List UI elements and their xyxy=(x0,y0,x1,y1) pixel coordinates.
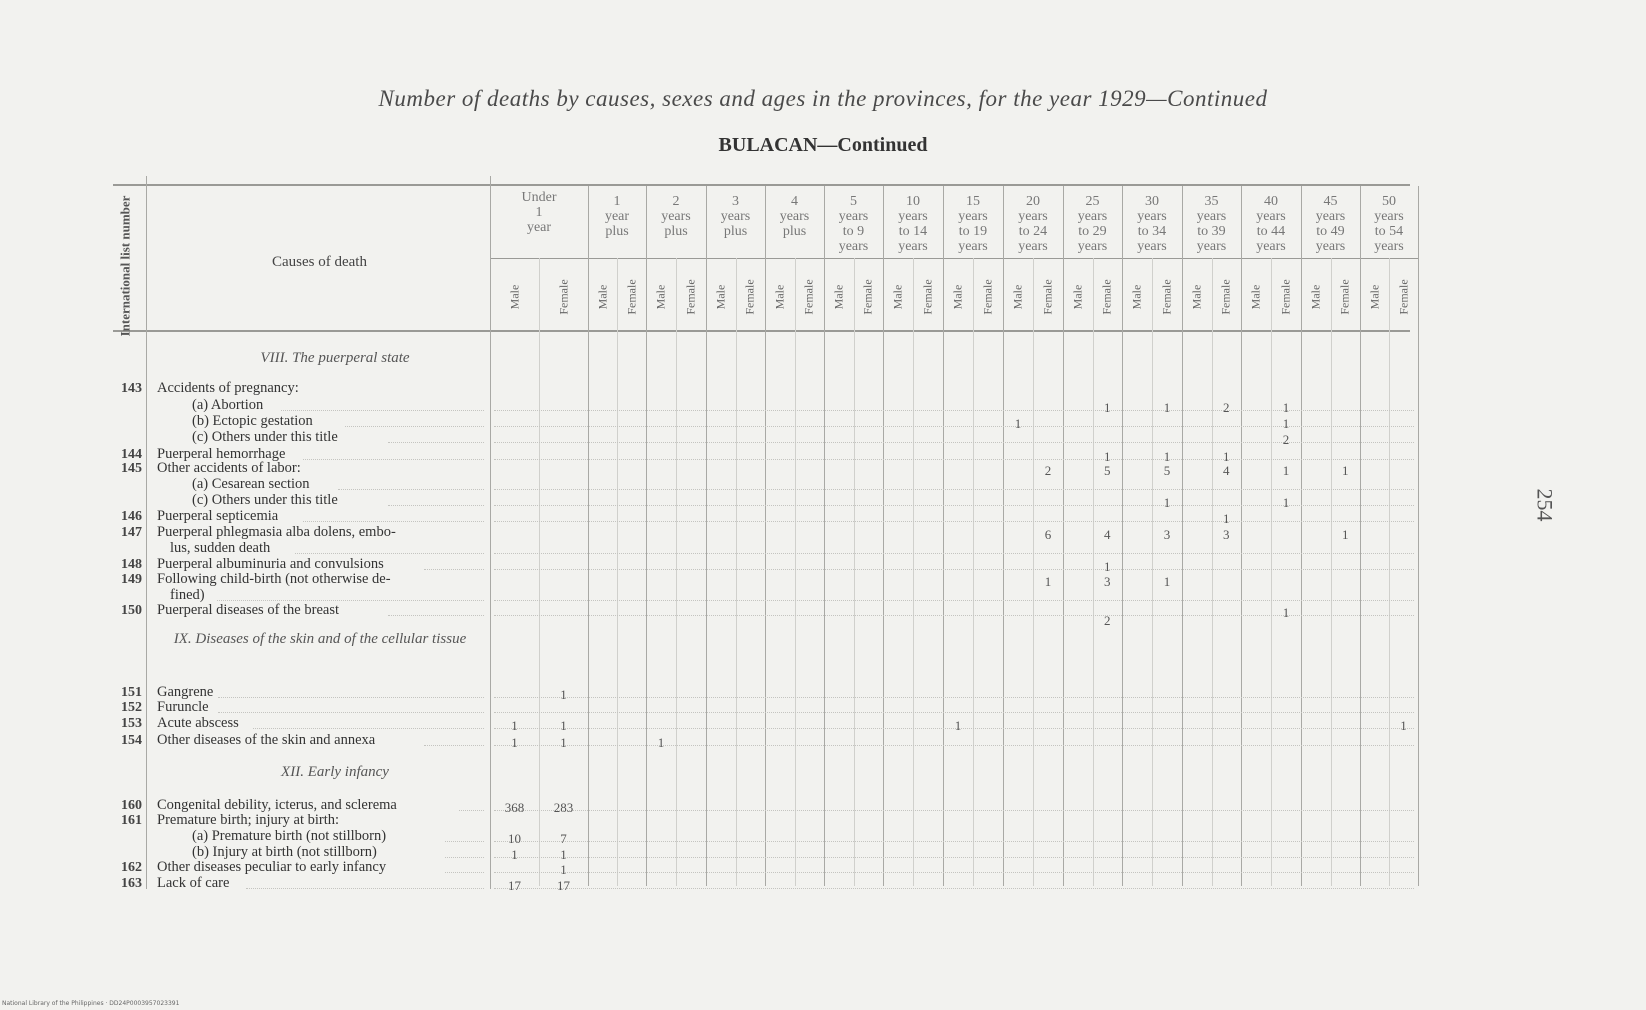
row-dots xyxy=(494,841,1414,842)
row-dots xyxy=(494,521,1414,522)
data-cell: 1 xyxy=(1223,449,1230,464)
female-header xyxy=(1213,262,1239,332)
male-header xyxy=(590,262,616,332)
row-dots xyxy=(494,697,1414,698)
leader-dots xyxy=(253,728,484,729)
female-header-text: Female xyxy=(1099,279,1114,315)
age-group-header: 1 year plus xyxy=(604,194,630,239)
row-dots xyxy=(494,810,1414,811)
data-cell: 17 xyxy=(508,878,521,893)
leader-dots xyxy=(218,697,484,698)
row-dots xyxy=(494,459,1414,460)
sex-col-rule xyxy=(1271,258,1272,886)
leader-dots xyxy=(345,426,484,427)
female-header-text: Female xyxy=(683,279,698,315)
cause-label: fined) xyxy=(170,587,205,603)
data-cell: 4 xyxy=(1104,527,1111,542)
section-heading: XII. Early infancy xyxy=(281,764,389,780)
row-number: 152 xyxy=(121,700,142,715)
data-cell: 1 xyxy=(1104,400,1111,415)
row-number: 151 xyxy=(121,685,142,700)
causes-col-rule xyxy=(490,176,491,889)
age-subheader-rule xyxy=(490,258,1418,259)
sex-col-rule xyxy=(1212,258,1213,886)
data-cell: 2 xyxy=(1282,432,1290,447)
cause-label: (b) Injury at birth (not stillborn) xyxy=(192,844,377,860)
cause-label: (c) Others under this title xyxy=(192,429,338,445)
leader-dots xyxy=(388,615,484,616)
data-cell: 2 xyxy=(1104,613,1111,628)
sex-col-rule xyxy=(795,258,796,886)
female-header-text: Female xyxy=(1278,279,1293,315)
data-cell: 17 xyxy=(557,878,570,893)
row-dots xyxy=(494,553,1414,554)
cause-label: Following child-birth (not otherwise de- xyxy=(157,571,391,587)
cause-label: Gangrene xyxy=(157,684,214,700)
sex-col-rule xyxy=(1331,258,1332,886)
sex-col-rule xyxy=(1152,258,1153,886)
data-cell: 1 xyxy=(560,718,567,733)
female-header-text: Female xyxy=(1040,279,1055,315)
female-header xyxy=(796,262,822,332)
leader-dots xyxy=(217,600,484,601)
row-number: 163 xyxy=(121,876,142,891)
male-header-text: Male xyxy=(1010,284,1025,310)
row-dots xyxy=(494,888,1414,889)
cause-label: Congenital debility, icterus, and sclerema xyxy=(157,797,397,813)
cause-label: Other accidents of labor: xyxy=(157,460,301,476)
age-group-header: Under 1 year xyxy=(521,190,557,235)
male-header xyxy=(1065,262,1091,332)
age-group-header: 3 years plus xyxy=(720,194,751,239)
male-header xyxy=(767,262,793,332)
cause-label: Puerperal diseases of the breast xyxy=(157,602,339,618)
data-cell: 1 xyxy=(1282,495,1290,510)
data-cell: 1 xyxy=(1400,718,1407,733)
row-number: 147 xyxy=(121,525,142,540)
female-header xyxy=(737,262,763,332)
cause-label: Acute abscess xyxy=(157,715,239,731)
leader-dots xyxy=(303,521,484,522)
male-header-text: Male xyxy=(1367,284,1381,310)
female-header-text: Female xyxy=(624,279,638,315)
cause-label: (b) Ectopic gestation xyxy=(192,413,313,429)
causes-header: Causes of death xyxy=(272,254,367,270)
data-cell: 283 xyxy=(553,800,574,815)
data-cell: 1 xyxy=(1104,449,1111,464)
row-number: 145 xyxy=(121,461,142,476)
row-number: 148 xyxy=(121,557,142,572)
row-dots xyxy=(494,857,1414,858)
footer-credit: National Library of the Philippines · DD24P0003957023391 xyxy=(2,1000,180,1007)
leader-dots xyxy=(388,442,484,443)
data-cell: 1 xyxy=(1223,511,1230,526)
sex-col-rule xyxy=(1389,258,1390,886)
row-number: 146 xyxy=(121,509,142,524)
data-cell: 1 xyxy=(560,847,567,862)
data-cell: 3 xyxy=(1223,527,1230,542)
male-header xyxy=(885,262,911,332)
male-header-text: Male xyxy=(772,284,787,310)
data-cell: 1 xyxy=(560,735,567,750)
sex-col-rule xyxy=(617,258,618,886)
female-header xyxy=(1332,262,1358,332)
data-cell: 1 xyxy=(1282,463,1290,478)
row-dots xyxy=(494,872,1414,873)
row-number: 150 xyxy=(121,603,142,618)
male-header-text: Male xyxy=(890,284,905,310)
male-header xyxy=(708,262,734,332)
male-header-text: Male xyxy=(950,284,965,310)
data-cell: 1 xyxy=(1282,416,1290,431)
data-cell: 1 xyxy=(1163,495,1171,510)
cause-label: Lack of care xyxy=(157,875,230,891)
row-dots xyxy=(494,569,1414,570)
data-cell: 1 xyxy=(1163,574,1171,589)
data-cell: 1 xyxy=(1104,559,1111,574)
male-header xyxy=(1005,262,1031,332)
data-cell: 1 xyxy=(560,862,567,877)
female-header xyxy=(915,262,941,332)
age-col-rule xyxy=(883,186,884,886)
male-header-text: Male xyxy=(1248,284,1263,310)
leader-dots xyxy=(445,841,485,842)
sex-col-rule xyxy=(539,258,540,886)
row-number: 153 xyxy=(121,716,142,731)
male-header xyxy=(1184,262,1210,332)
female-header-text: Female xyxy=(1218,279,1233,315)
leader-dots xyxy=(445,872,484,873)
age-col-rule xyxy=(1122,186,1123,886)
intl-col-rule xyxy=(146,176,147,889)
data-cell: 1 xyxy=(1342,527,1349,542)
age-group-header: 15 years to 19 years xyxy=(958,194,988,254)
row-number: 143 xyxy=(121,381,142,396)
age-group-header: 5 years to 9 years xyxy=(838,194,869,254)
male-header-text: Male xyxy=(1070,284,1085,310)
age-col-rule xyxy=(943,186,944,886)
leader-dots xyxy=(424,745,484,746)
data-cell: 1 xyxy=(1014,416,1022,431)
female-header-text: Female xyxy=(860,279,875,315)
sex-col-rule xyxy=(736,258,737,886)
row-number: 144 xyxy=(121,447,142,462)
leader-dots xyxy=(388,505,484,506)
male-header-text: Male xyxy=(653,284,668,310)
female-header xyxy=(1391,262,1417,332)
row-dots xyxy=(494,489,1414,490)
leader-dots xyxy=(338,489,484,490)
female-header xyxy=(1154,262,1180,332)
cause-label: lus, sudden death xyxy=(170,540,271,556)
sex-col-rule xyxy=(913,258,914,886)
leader-dots xyxy=(218,712,484,713)
data-cell: 1 xyxy=(1282,400,1290,415)
age-col-rule xyxy=(646,186,647,886)
leader-dots xyxy=(445,857,485,858)
row-number: 160 xyxy=(121,798,142,813)
male-header-text: Male xyxy=(1308,284,1323,310)
section-heading: VIII. The puerperal state xyxy=(260,350,410,366)
data-cell: 7 xyxy=(560,831,567,846)
female-header xyxy=(678,262,704,332)
female-header-text: Female xyxy=(742,279,757,315)
male-header-text: Male xyxy=(831,284,846,310)
leader-dots xyxy=(303,459,484,460)
age-group-header: 20 years to 24 years xyxy=(1018,194,1048,254)
female-header-text: Female xyxy=(920,279,935,315)
data-cell: 1 xyxy=(511,718,518,733)
male-header xyxy=(648,262,674,332)
data-cell: 1 xyxy=(511,847,518,862)
row-number: 154 xyxy=(121,733,142,748)
female-header xyxy=(855,262,881,332)
male-header xyxy=(1124,262,1150,332)
age-group-header: 2 years plus xyxy=(661,194,691,239)
male-header-text: Male xyxy=(713,284,728,310)
female-header-text: Female xyxy=(556,279,570,315)
cause-label: (c) Others under this title xyxy=(192,492,338,508)
age-group-header: 40 years to 44 years xyxy=(1256,194,1286,254)
data-cell: 1 xyxy=(560,687,567,702)
sex-col-rule xyxy=(854,258,855,886)
age-group-header: 25 years to 29 years xyxy=(1077,194,1108,254)
cause-label: Puerperal phlegmasia alba dolens, embo- xyxy=(157,524,396,540)
male-header xyxy=(1243,262,1269,332)
row-dots xyxy=(494,712,1414,713)
female-header-text: Female xyxy=(1396,279,1410,315)
cause-label: (a) Premature birth (not stillborn) xyxy=(192,828,387,844)
leader-dots xyxy=(424,569,484,570)
leader-dots xyxy=(295,553,484,554)
male-header-text: Male xyxy=(1189,284,1204,310)
page-title: Number of deaths by causes, sexes and ages in the provinces, for the year 1929—Continued xyxy=(378,86,1268,111)
cause-label: Premature birth; injury at birth: xyxy=(157,812,340,828)
leader-dots xyxy=(459,810,484,811)
cause-label: (a) Abortion xyxy=(192,397,264,413)
sex-col-rule xyxy=(676,258,677,886)
cause-label: Other diseases peculiar to early infancy xyxy=(157,859,387,875)
sex-col-rule xyxy=(973,258,974,886)
female-header-text: Female xyxy=(1337,279,1352,315)
cause-label: Puerperal septicemia xyxy=(157,508,279,524)
sex-col-rule xyxy=(1033,258,1034,886)
data-cell: 5 xyxy=(1104,463,1111,478)
data-cell: 1 xyxy=(1163,400,1171,415)
male-header xyxy=(945,262,971,332)
cause-label: Puerperal hemorrhage xyxy=(157,446,286,462)
data-cell: 1 xyxy=(954,718,962,733)
age-col-rule xyxy=(1418,186,1419,886)
data-cell: 1 xyxy=(1044,574,1052,589)
age-group-header: 30 years to 34 years xyxy=(1137,194,1167,254)
leader-dots xyxy=(281,410,484,411)
province-subtitle: BULACAN—Continued xyxy=(718,134,928,156)
cause-label: (a) Cesarean section xyxy=(192,476,310,492)
cause-label: Puerperal albuminuria and convulsions xyxy=(157,556,384,572)
data-cell: 2 xyxy=(1223,400,1230,415)
female-header xyxy=(1035,262,1061,332)
age-col-rule xyxy=(1003,186,1004,886)
female-header xyxy=(1273,262,1299,332)
female-header-text: Female xyxy=(801,279,816,315)
intl-list-header-text: International list number xyxy=(117,195,133,337)
data-cell: 1 xyxy=(657,735,665,750)
female-header-text: Female xyxy=(980,279,995,315)
male-header-text: Male xyxy=(595,284,609,310)
age-group-header: 4 years plus xyxy=(779,194,810,239)
row-number: 161 xyxy=(121,813,142,828)
male-header xyxy=(1303,262,1329,332)
cause-label: Furuncle xyxy=(157,699,209,715)
cause-label: Accidents of pregnancy: xyxy=(157,380,299,396)
page-number: 254 xyxy=(1532,488,1558,522)
data-cell: 368 xyxy=(504,800,525,815)
female-header xyxy=(551,262,577,332)
data-cell: 1 xyxy=(511,735,518,750)
data-cell: 2 xyxy=(1044,463,1052,478)
leader-dots xyxy=(246,888,484,889)
age-col-rule xyxy=(1241,186,1242,886)
data-cell: 1 xyxy=(1342,463,1349,478)
male-header xyxy=(1362,262,1388,332)
data-cell: 1 xyxy=(1163,449,1171,464)
male-header-text: Male xyxy=(507,284,521,310)
age-group-header: 10 years to 14 years xyxy=(898,194,928,254)
cause-label: Other diseases of the skin and annexa xyxy=(157,732,376,748)
age-group-header: 35 years to 39 years xyxy=(1196,194,1227,254)
row-dots xyxy=(494,600,1414,601)
data-cell: 1 xyxy=(1282,605,1290,620)
female-header xyxy=(1094,262,1120,332)
age-group-header: 45 years to 49 years xyxy=(1315,194,1346,254)
sex-col-rule xyxy=(1093,258,1094,886)
age-group-header: 50 years to 54 years xyxy=(1374,194,1404,254)
row-number: 162 xyxy=(121,860,142,875)
data-cell: 5 xyxy=(1163,463,1171,478)
row-dots xyxy=(494,745,1414,746)
female-header xyxy=(975,262,1001,332)
male-header xyxy=(826,262,852,332)
data-cell: 6 xyxy=(1044,527,1052,542)
female-header xyxy=(619,262,645,332)
data-cell: 3 xyxy=(1104,574,1111,589)
data-cell: 4 xyxy=(1223,463,1230,478)
data-cell: 3 xyxy=(1163,527,1171,542)
male-header-text: Male xyxy=(1129,284,1144,310)
male-header xyxy=(502,262,528,332)
intl-list-header xyxy=(114,196,136,336)
row-number: 149 xyxy=(121,572,142,587)
top-rule xyxy=(113,184,1410,186)
section-heading: IX. Diseases of the skin and of the cellular tissue xyxy=(173,631,467,647)
female-header-text: Female xyxy=(1159,279,1174,315)
data-cell: 10 xyxy=(508,831,521,846)
